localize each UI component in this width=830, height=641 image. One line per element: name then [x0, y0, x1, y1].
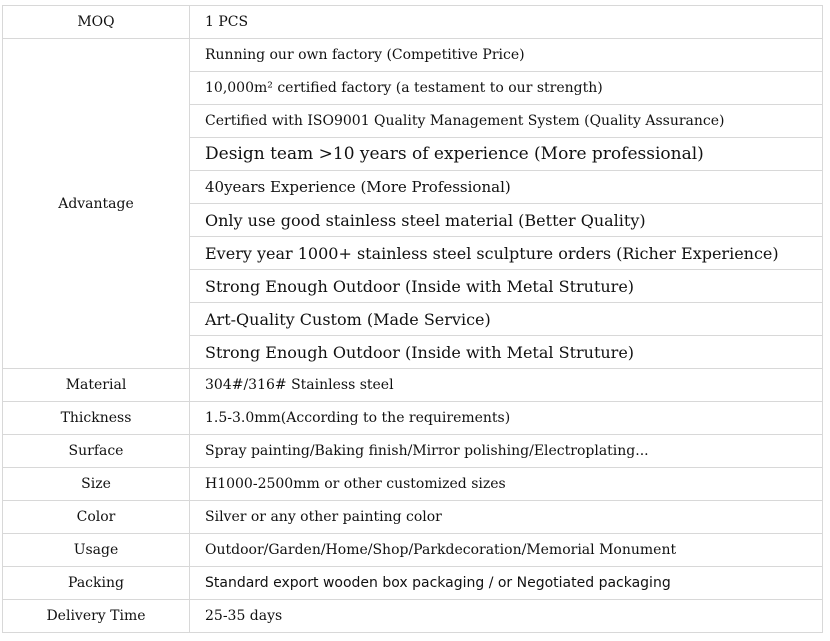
table-row-color: [3, 501, 823, 534]
advantage-item: Strong Enough Outdoor (Inside with Metal Struture): [190, 270, 823, 303]
advantage-item: Strong Enough Outdoor (Inside with Metal Struture): [190, 336, 823, 369]
advantage-item: Art-Quality Custom (Made Service): [190, 303, 823, 336]
usage-value: Outdoor/Garden/Home/Shop/Parkdecoration/Memorial Monument: [190, 534, 823, 567]
thickness-value: 1.5-3.0mm(According to the requirements): [190, 402, 823, 435]
color-label: Color: [3, 501, 190, 534]
advantage-item: Only use good stainless steel material (Better Quality): [190, 204, 823, 237]
delivery-time-value: 25-35 days: [190, 600, 823, 633]
thickness-label: Thickness: [3, 402, 190, 435]
delivery-time-label: Delivery Time: [3, 600, 190, 633]
table-row-usage: [3, 534, 823, 567]
color-value: Silver or any other painting color: [190, 501, 823, 534]
advantage-label: Advantage: [3, 39, 190, 369]
advantage-item: 40years Experience (More Professional): [190, 171, 823, 204]
moq-value: 1 PCS: [190, 6, 823, 39]
size-value: H1000-2500mm or other customized sizes: [190, 468, 823, 501]
moq-label: MOQ: [3, 6, 190, 39]
table-row-surface: [3, 435, 823, 468]
table-row-packing: [3, 567, 823, 600]
material-label: Material: [3, 369, 190, 402]
product-spec-table: [2, 5, 823, 633]
table-row-size: [3, 468, 823, 501]
advantage-item: Every year 1000+ stainless steel sculpture orders (Richer Experience): [190, 237, 823, 270]
advantage-item: Certified with ISO9001 Quality Management System (Quality Assurance): [190, 105, 823, 138]
surface-value: Spray painting/Baking finish/Mirror polishing/Electroplating...: [190, 435, 823, 468]
size-label: Size: [3, 468, 190, 501]
table-row-moq: [3, 6, 823, 39]
advantage-item: Running our own factory (Competitive Price): [190, 39, 823, 72]
surface-label: Surface: [3, 435, 190, 468]
packing-value: Standard export wooden box packaging / or Negotiated packaging: [190, 567, 823, 600]
packing-label: Packing: [3, 567, 190, 600]
material-value: 304#/316# Stainless steel: [190, 369, 823, 402]
table-row-thickness: [3, 402, 823, 435]
table-row-delivery-time: [3, 600, 823, 633]
advantage-item: Design team >10 years of experience (More professional): [190, 138, 823, 171]
usage-label: Usage: [3, 534, 190, 567]
table-row-material: [3, 369, 823, 402]
advantage-item: 10,000m² certified factory (a testament to our strength): [190, 72, 823, 105]
table-row-advantage: [3, 39, 823, 72]
